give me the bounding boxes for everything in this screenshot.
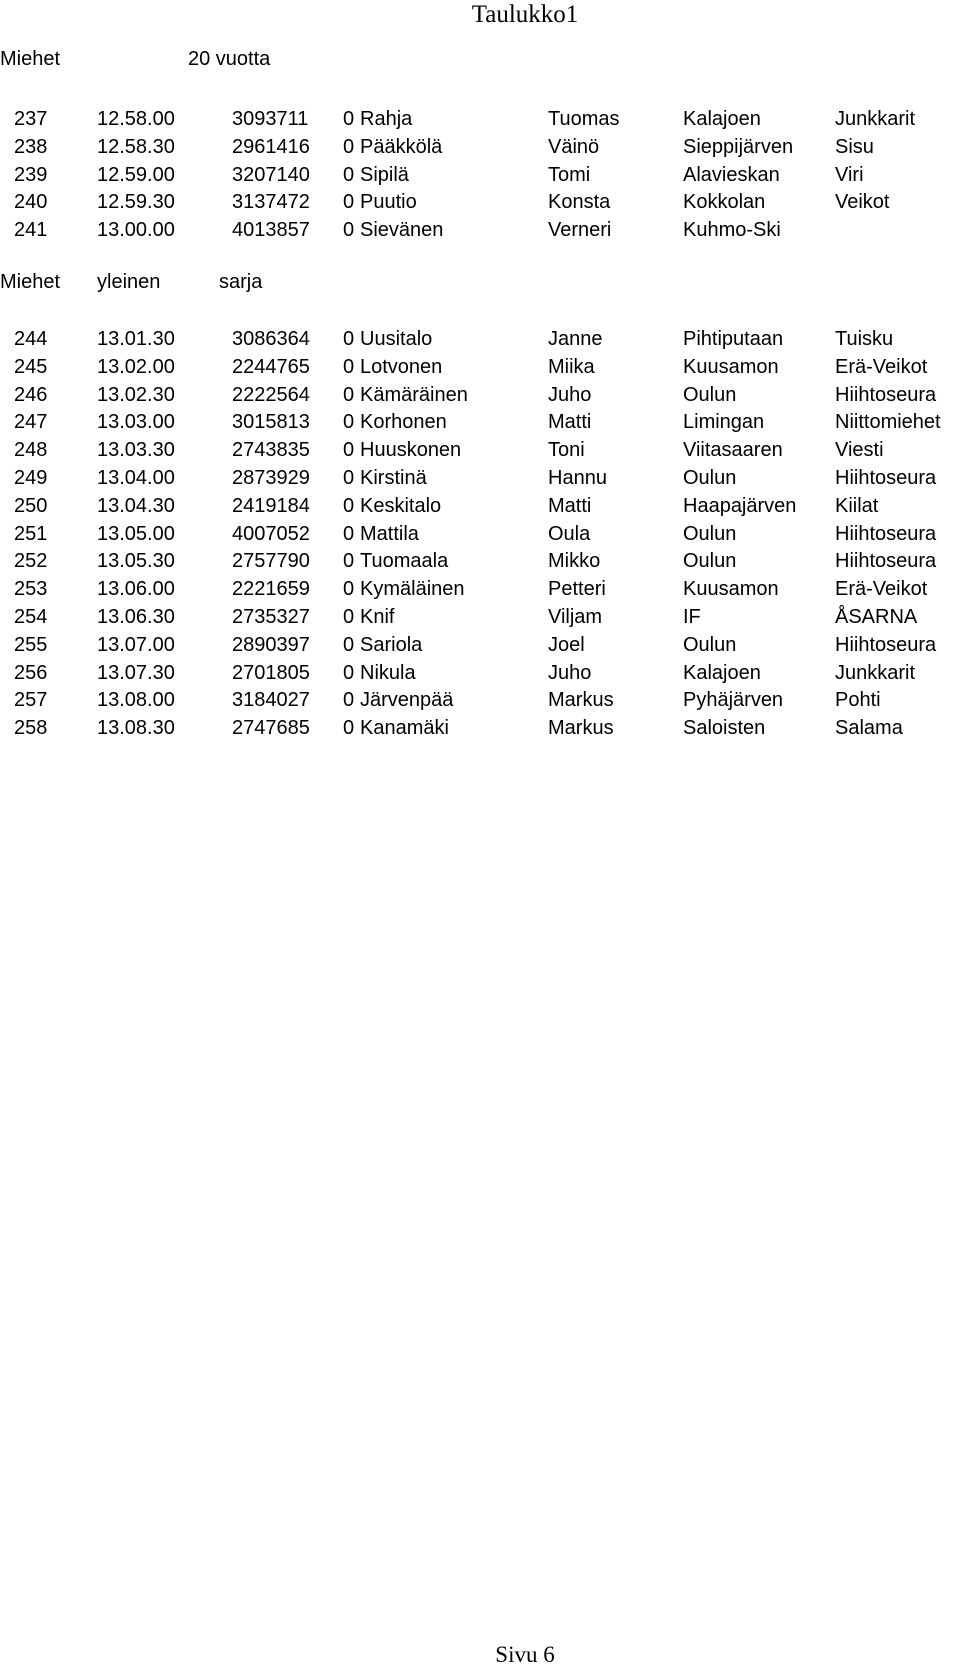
cell-team: Erä-Veikot: [835, 355, 928, 378]
cell-num: 256: [14, 661, 48, 684]
cell-time: 13.04.30: [97, 494, 175, 517]
table-row: [0, 492, 960, 520]
section-heading-word: Miehet: [0, 48, 61, 70]
cell-time: 13.05.30: [97, 550, 175, 573]
cell-team: Tuisku: [835, 328, 894, 350]
cell-num: 252: [14, 550, 48, 573]
cell-zero: 0: [343, 550, 355, 573]
cell-id: 2419184: [232, 494, 310, 517]
cell-zero: 0: [343, 522, 355, 545]
cell-club: Oulun: [683, 550, 737, 573]
cell-last: Kanamäki: [360, 717, 449, 740]
cell-last: Knif: [360, 606, 395, 628]
cell-zero: 0: [343, 717, 355, 740]
cell-team: Hiihtoseura: [835, 467, 937, 489]
cell-last: Kymäläinen: [360, 578, 465, 601]
cell-id: 3086364: [232, 328, 310, 350]
cell-first: Matti: [548, 494, 592, 517]
cell-zero: 0: [343, 191, 355, 214]
cell-zero: 0: [343, 135, 355, 158]
cell-num: 245: [14, 355, 48, 378]
cell-first: Petteri: [548, 578, 606, 601]
cell-id: 2222564: [232, 383, 310, 406]
cell-zero: 0: [343, 606, 355, 628]
cell-zero: 0: [343, 467, 355, 489]
cell-team: Sisu: [835, 135, 874, 158]
cell-time: 13.00.00: [97, 219, 175, 242]
cell-first: Markus: [548, 717, 614, 740]
cell-club: Oulun: [683, 467, 737, 489]
cell-first: Väinö: [548, 135, 600, 158]
cell-num: 249: [14, 467, 48, 489]
cell-num: 257: [14, 689, 48, 712]
cell-team: Hiihtoseura: [835, 383, 937, 406]
table-row: [0, 659, 960, 687]
table-row: [0, 216, 960, 244]
cell-time: 13.04.00: [97, 467, 175, 489]
cell-team: Hiihtoseura: [835, 633, 937, 656]
cell-id: 2873929: [232, 467, 310, 489]
cell-first: Joel: [548, 633, 585, 656]
table-row: [0, 161, 960, 189]
cell-team: Hiihtoseura: [835, 550, 937, 573]
table-row: [0, 381, 960, 409]
cell-num: 246: [14, 383, 48, 406]
cell-zero: 0: [343, 439, 355, 462]
cell-id: 2743835: [232, 439, 310, 462]
cell-time: 13.05.00: [97, 522, 175, 545]
section-heading-word: 20 vuotta: [188, 48, 271, 70]
cell-first: Miika: [548, 355, 595, 378]
cell-first: Oula: [548, 522, 591, 545]
table-row: [0, 353, 960, 381]
table-row: [0, 686, 960, 714]
cell-team: Junkkarit: [835, 661, 916, 684]
cell-first: Toni: [548, 439, 585, 462]
cell-first: Tuomas: [548, 108, 620, 130]
cell-team: Pohti: [835, 689, 881, 712]
cell-last: Sariola: [360, 633, 423, 656]
section-heading-word: sarja: [219, 271, 263, 293]
cell-club: Kuhmo-Ski: [683, 219, 781, 242]
cell-num: 258: [14, 717, 48, 740]
section-heading-word: yleinen: [97, 271, 161, 293]
cell-id: 2221659: [232, 578, 310, 601]
cell-last: Puutio: [360, 191, 417, 214]
cell-num: 251: [14, 522, 48, 545]
cell-id: 2890397: [232, 633, 310, 656]
cell-last: Pääkkölä: [360, 135, 443, 158]
cell-last: Kämäräinen: [360, 383, 468, 406]
cell-zero: 0: [343, 411, 355, 434]
cell-zero: 0: [343, 355, 355, 378]
cell-team: Hiihtoseura: [835, 522, 937, 545]
cell-club: Kalajoen: [683, 661, 761, 684]
cell-num: 237: [14, 108, 48, 130]
cell-team: Erä-Veikot: [835, 578, 928, 601]
cell-zero: 0: [343, 108, 355, 130]
cell-first: Tomi: [548, 163, 591, 186]
cell-team: Veikot: [835, 191, 890, 214]
cell-time: 13.03.00: [97, 411, 175, 434]
cell-team: Junkkarit: [835, 108, 916, 130]
cell-last: Järvenpää: [360, 689, 454, 712]
cell-first: Konsta: [548, 191, 611, 214]
cell-club: Kokkolan: [683, 191, 766, 214]
cell-id: 3093711: [232, 108, 309, 130]
cell-last: Mattila: [360, 522, 419, 545]
cell-time: 13.03.30: [97, 439, 175, 462]
table-row: [0, 631, 960, 659]
table-row: [0, 547, 960, 575]
cell-time: 13.01.30: [97, 328, 175, 350]
cell-zero: 0: [343, 633, 355, 656]
cell-zero: 0: [343, 494, 355, 517]
cell-team: Viesti: [835, 439, 884, 462]
cell-first: Janne: [548, 328, 603, 350]
cell-club: Viitasaaren: [683, 439, 783, 462]
cell-id: 4007052: [232, 522, 310, 545]
cell-club: Kuusamon: [683, 578, 779, 601]
cell-time: 13.08.30: [97, 717, 175, 740]
cell-club: Oulun: [683, 383, 737, 406]
cell-num: 247: [14, 411, 48, 434]
cell-time: 13.02.30: [97, 383, 175, 406]
section-heading: [0, 45, 960, 73]
cell-time: 12.58.00: [97, 108, 175, 130]
cell-team: Niittomiehet: [835, 411, 941, 434]
table-row: [0, 188, 960, 216]
cell-num: 254: [14, 606, 48, 628]
cell-club: Sieppijärven: [683, 135, 794, 158]
cell-last: Huuskonen: [360, 439, 462, 462]
cell-time: 13.07.00: [97, 633, 175, 656]
cell-club: IF: [683, 606, 701, 628]
cell-club: Haapajärven: [683, 494, 797, 517]
cell-id: 3137472: [232, 191, 310, 214]
cell-time: 13.07.30: [97, 661, 175, 684]
table-row: [0, 133, 960, 161]
cell-last: Tuomaala: [360, 550, 449, 573]
cell-team: Salama: [835, 717, 903, 740]
cell-num: 244: [14, 328, 48, 350]
cell-club: Limingan: [683, 411, 765, 434]
section-heading: [0, 268, 960, 296]
table-row: [0, 408, 960, 436]
cell-last: Keskitalo: [360, 494, 442, 517]
cell-first: Hannu: [548, 467, 607, 489]
cell-zero: 0: [343, 163, 355, 186]
cell-club: Alavieskan: [683, 163, 780, 186]
cell-last: Uusitalo: [360, 328, 433, 350]
cell-id: 2747685: [232, 717, 310, 740]
cell-id: 3207140: [232, 163, 310, 186]
cell-last: Sipilä: [360, 163, 409, 186]
cell-zero: 0: [343, 328, 355, 350]
cell-time: 13.08.00: [97, 689, 175, 712]
cell-num: 241: [14, 219, 48, 242]
cell-time: 13.02.00: [97, 355, 175, 378]
cell-id: 2735327: [232, 606, 310, 628]
cell-club: Saloisten: [683, 717, 766, 740]
cell-last: Sievänen: [360, 219, 444, 242]
cell-first: Matti: [548, 411, 592, 434]
cell-first: Mikko: [548, 550, 601, 573]
cell-time: 13.06.30: [97, 606, 175, 628]
cell-first: Juho: [548, 661, 592, 684]
cell-first: Markus: [548, 689, 614, 712]
table-row: [0, 603, 960, 631]
cell-first: Viljam: [548, 606, 603, 628]
cell-last: Kirstinä: [360, 467, 427, 489]
cell-first: Verneri: [548, 219, 612, 242]
cell-id: 3015813: [232, 411, 310, 434]
cell-num: 248: [14, 439, 48, 462]
cell-id: 4013857: [232, 219, 310, 242]
section-heading-word: Miehet: [0, 271, 61, 293]
cell-num: 238: [14, 135, 48, 158]
cell-club: Kalajoen: [683, 108, 761, 130]
cell-team: Viri: [835, 163, 864, 186]
cell-num: 253: [14, 578, 48, 601]
cell-club: Kuusamon: [683, 355, 779, 378]
table-row: [0, 714, 960, 742]
cell-num: 240: [14, 191, 48, 214]
page-footer: Sivu 6: [495, 1642, 555, 1667]
table-row: [0, 464, 960, 492]
cell-id: 2757790: [232, 550, 310, 573]
cell-first: Juho: [548, 383, 592, 406]
cell-time: 13.06.00: [97, 578, 175, 601]
cell-last: Rahja: [360, 108, 413, 130]
cell-last: Korhonen: [360, 411, 447, 434]
cell-zero: 0: [343, 661, 355, 684]
cell-time: 12.58.30: [97, 135, 175, 158]
cell-time: 12.59.30: [97, 191, 175, 214]
cell-zero: 0: [343, 578, 355, 601]
cell-team: Kiilat: [835, 494, 879, 517]
cell-zero: 0: [343, 383, 355, 406]
cell-last: Lotvonen: [360, 355, 443, 378]
table-row: [0, 436, 960, 464]
cell-id: 2701805: [232, 661, 310, 684]
cell-time: 12.59.00: [97, 163, 175, 186]
cell-club: Pihtiputaan: [683, 328, 784, 350]
cell-last: Nikula: [360, 661, 416, 684]
page-title: Taulukko1: [471, 1, 579, 28]
cell-num: 250: [14, 494, 48, 517]
cell-num: 255: [14, 633, 48, 656]
cell-zero: 0: [343, 219, 355, 242]
cell-id: 2244765: [232, 355, 310, 378]
cell-id: 3184027: [232, 689, 310, 712]
table-row: [0, 575, 960, 603]
cell-team: ÅSARNA: [835, 606, 918, 628]
cell-zero: 0: [343, 689, 355, 712]
cell-num: 239: [14, 163, 48, 186]
cell-club: Oulun: [683, 633, 737, 656]
table-row: [0, 105, 960, 133]
cell-id: 2961416: [232, 135, 310, 158]
cell-club: Pyhäjärven: [683, 689, 784, 712]
table-row: [0, 520, 960, 548]
cell-club: Oulun: [683, 522, 737, 545]
table-row: [0, 325, 960, 353]
